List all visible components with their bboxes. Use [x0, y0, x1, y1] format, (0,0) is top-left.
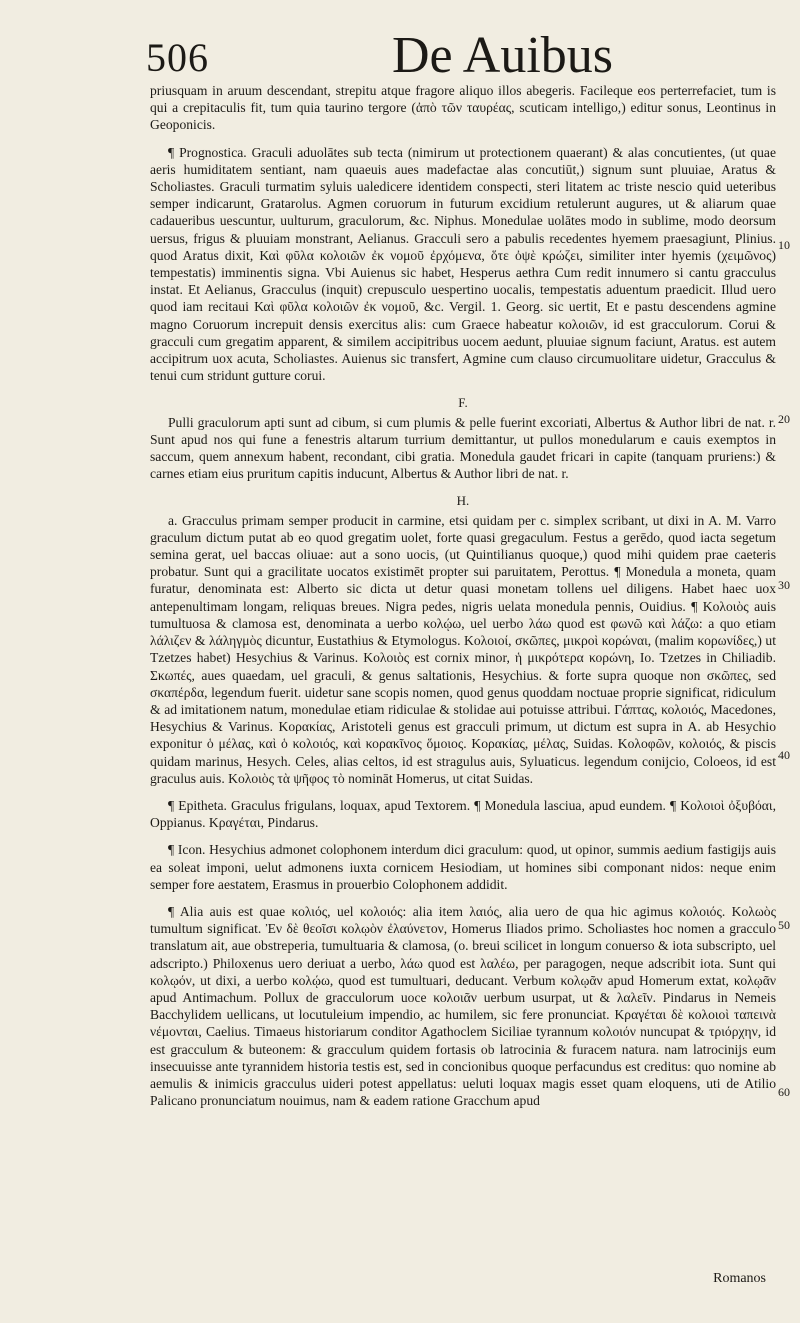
section-h-label: H. — [456, 493, 470, 509]
section-f-label: F. — [458, 395, 468, 411]
epitheta-paragraph: ¶ Epitheta. Graculus frigulans, loquax, apud Textorem. ¶ Monedula lasciua, apud eundem. ¶ Κολοιοὶ ὀξυβόαι, Oppianus. Κραγέται, Pindarus. — [150, 797, 776, 831]
catchword: Romanos — [713, 1271, 766, 1286]
margin-line-number: 40 — [778, 748, 790, 762]
alia-paragraph: ¶ Alia auis est quae κολιός, uel κολοιός: alia item λαιός, alia uero de qua hic agimus κολοιός. Κολωὸς tumultum significat. Ἐν δὲ θεοῖσι κολῳὸν ἐλαύνετον, Homerus Iliados primo. Scholiastes hoc nomen a gracculo translatum ait, aue obstreperia, tumultuaria & clamosa, (o. breui scilicet in longum conuerso & iota subscripto, uel adscripto.) Philoxenus uero deriuat a uerbo, λάω quod est λαλέω, per paragogen, neque adscribit iota. Sunt qui κολῳόν, ut dixi, a uerbo κολῴω, quod est tumultuari, deducant. Verbum κολῳᾶν apud Homerum extat, κολῳᾶν apud Antimachum. Pollux de gracculorum uoce κολοιᾶν uerbum usurpat, ut & λαλεῖν. Pindarus in Nemeis Bacchylidem uellicans, ut locutuleium impendio, ac humilem, sic fere pronunciat. Κραγέται δὲ κολοιοὶ ταπεινὰ νέμονται, Caelius. Timaeus historiarum conditor Agathoclem Siciliae tyrannum κολοιόν nuncupat & τριόρχην, id est gracculum & buteonem: & gracculum quidem fortasis ob latrocinia & furacem natura. nam latrocinijs eum insecuuisse ante tyrannidem historia testis est, sed in concionibus quoque perfacundus est creditus: quo nomine ab aemulis & inimicis gracculus uideri potest appellatus: ueluti loquax magis esset quam eloquens, uti de Atilio Palicano pronunciatum nouimus, nam & eadem ratione Gracchum apud — [150, 903, 776, 1109]
page-body — [150, 82, 776, 1119]
margin-line-number: 50 — [778, 918, 790, 932]
page-header — [0, 12, 800, 84]
icon-paragraph: ¶ Icon. Hesychius admonet colophonem interdum dici graculum: quod, ut opinor, summis aedium fastigijs auis ea soleat imponi, uelut admonens iuxta cornicem Hesiodiam, ut homines sibi componant nidos: neque enim semper fore aestatem, Erasmus in prouerbio Colophonem addidit. — [150, 842, 776, 892]
paragraph: ¶ Prognostica. Graculi aduolātes sub tecta (nimirum ut protectionem quaerant) & alas concutientes, (ut quae aeris humiditatem sentiant, nam quaeuis aues madefactae alas concutiūt,) signum sunt pluuiae, Aratus & Scholiastes. Graculi turmatim syluis ualedicere identidem conspecti, steri litatem ac triste nescio quid ueteribus semper indicarunt, Gratarolus. Agmen coruorum in futurum excidium retulerunt augures, ut & aliarum quae cadaueribus uescuntur, uulturum, graculorum, &c. Niphus. Monedulae uolātes modo in sublime, modo deorsum uersus, frigus & pluuiam monstrant, Aelianus. Gracculi sero a pabulis recedentes hyemem praesagiunt, Plinius. quod Aratus dixit, Καὶ φῦλα κολοιῶν ἐκ νομοῦ ἐρχόμενα, ὅτε ὀψὲ κρώζει, similiter inter hyemis (χειμῶνος) tempestatis) imminentis signa. Vbi Auienus sic habet, Hesperus aethra Cum redit innumero si cantu gracculus instat. Et Aelianus, Gracculus (inquit) crepusculo uespertino uocalis, tempestatis aduentum praedicit. Illud uero quod iam recitaui Καὶ φῦλα κολοιῶν ἐκ νομοῦ, &c. Vergil. 1. Georg. sic uertit, Et e pastu descendens agmine magno Coruorum increpuit densis exercitus alis: cum Graece habeatur κολοιῶν, id est gracculorum. Corui & gracculi cum gregatim apparent, & similem accipitribus uocem aedunt, pluuiae signum faciunt, Aratus. est autem accipitrum uox acuta, Scholiastes. Auienus sic transfert, Agmine cum clauso circumuolitare uidetur, Gracculus & tenui cum stridunt gutture corui. — [150, 144, 776, 384]
section-f-text: Pulli graculorum apti sunt ad cibum, si cum plumis & pelle fuerint excoriati, Albertus & Author libri de nat. r. Sunt apud nos qui fune a fenestris altarum turrium demittantur, ut pullos monedularum e cauis exemptos in saccum, quem annexum habent, recondant, cibi gratia. Monedula gaudet fricari in capite (tanquam pruriens:) & carnes etiam eius pruritum capitis inducunt, Albertus & Author libri de nat. r. — [150, 414, 776, 482]
margin-line-number: 60 — [778, 1085, 790, 1099]
margin-line-number: 20 — [778, 412, 790, 426]
running-head: De Auibus — [392, 27, 613, 84]
section-h-text: a. Gracculus primam semper producit in carmine, etsi quidam per c. simplex scribant, ut dixi in A. M. Varro graculum dictum putat ab eo quod gregatim uolet, forte quasi gregaculum. Festus a gerēdo, quod iacta segetum semina gerat, uel baccas oliuae: aut a sono uocis, (ut Quintilianus quoque,) quod mihi quidem prae caeteris probatur. Sunt qui a gracilitate uocatos existimēt propter sui paruitatem, Perottus. ¶ Monedula a moneta, quam furatur, denominata est: Alberto sic dicta ut detur quasi monetam tollens uel diligens. Habet haec uox antepenultimam longam, reliquas breues. Nigra pedes, nigris uelata monedula pennis, Ouidius. ¶ Κολοιὸς auis tumultuosa & clamosa est, denominata a uerbo κολῴω, uel uerbo λάω quod est φωνῶ καὶ λάζω: a quo etiam λάλιζεν & λάληγμὸς dicuntur, Eustathius & Etymologus. Κολοιοί, σκῶπες, μικροὶ κορώναι, (malim κορωνίδες,) ut Tzetzes habet) Hesychius & Varinus. Κολοιὸς est cornix minor, ἡ μικρότερα κορώνη, Io. Tzetzes in Chiliadib. Σκωπές, aues quaedam, uel graculi, & genus saltationis, Hesychius. & forte supra quoque non σκῶπες, sed σκαπέρδα, legendum fuerit. uidetur sane scopis nomen, quod genus quoddam noctuae proprie significat, ridiculum & ad imitationem natum, monedulae etiam ridiculae & stolidae aui potuisse attribui. Γάπτας, κολοιός, Macedones, Hesychius & Varinus. Κορακίας, Aristoteli genus est gracculi primum, ut dictum est supra in A. ab Hesychio exponitur ὁ μέλας, καὶ ὁ κολοιός, καὶ κορακῖνος ὅμοιος. Κορακίας, μέλας, Suidas. Κολοφῶν, κολοιός, & piscis quidam marinus, Hesych. Celes, alias celtos, id est stragulus auis, Syluaticus. legendum conijcio, Coloeos, id est graculus auis. Κολοιὸς τὰ ψῆφος τὸ nomināt Homerus, ut citat Suidas. — [150, 512, 776, 786]
page-number: 506 — [146, 35, 209, 80]
margin-line-number: 30 — [778, 578, 790, 592]
margin-line-number: 10 — [778, 238, 790, 252]
paragraph: priusquam in aruum descendant, strepitu atque fragore aliquo illos abegeris. Facileque eos perterrefaciet, tum is qui a crepitaculis fit, tum quia taurino tergore (ἀπὸ τῶν ταυρέας, scuticam intelligo,) editur sonus, Leontinus in Geoponicis. — [150, 83, 776, 133]
